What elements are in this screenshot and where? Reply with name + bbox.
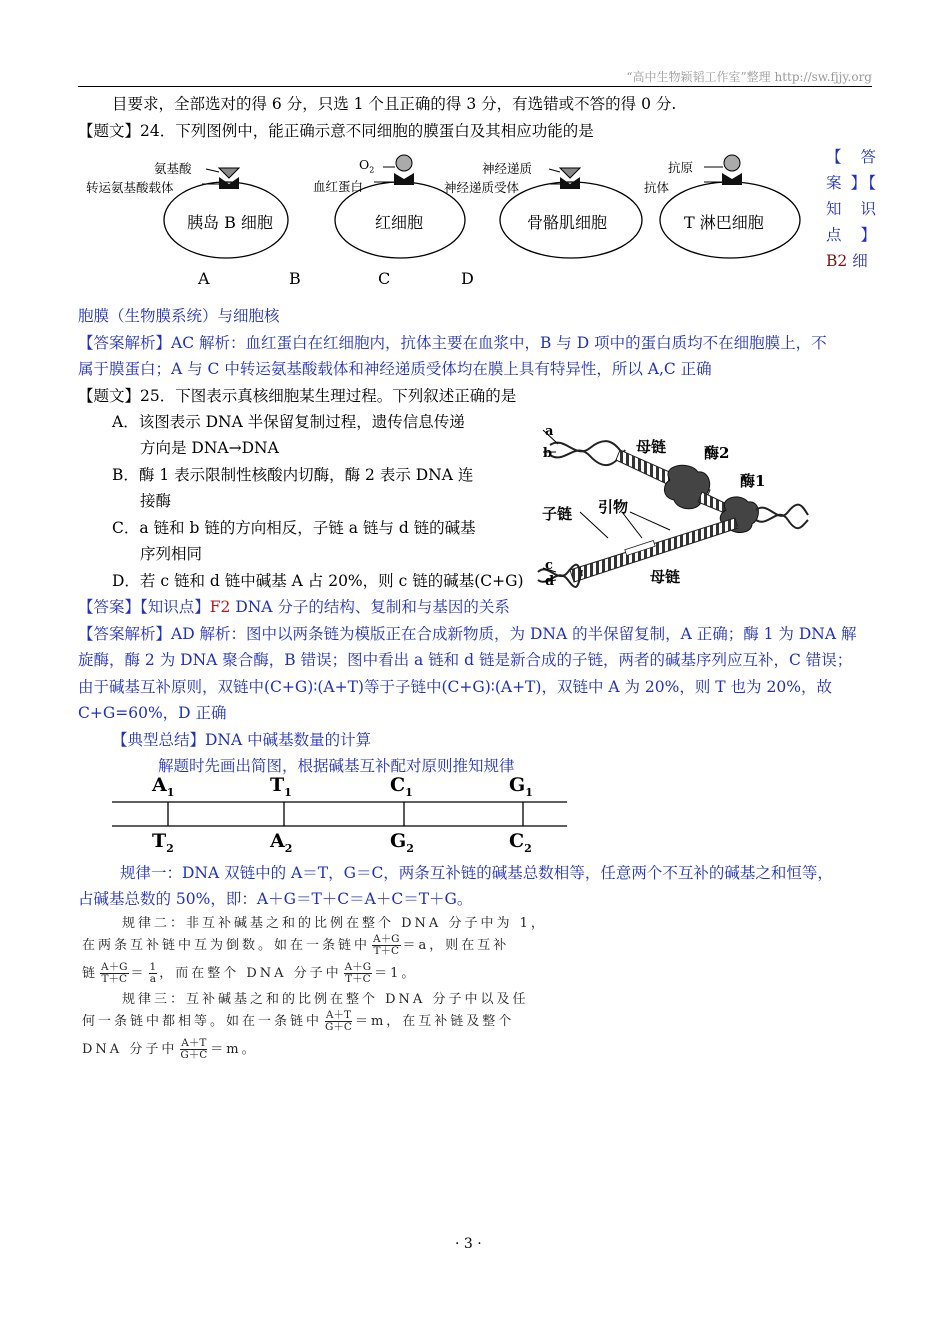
- q25-analysis-line-2: 旋酶，酶 2 为 DNA 聚合酶，B 错误；图中看出 a 链和 d 链是新合成的子链，两者的碱基序列应互补，C 错误；: [78, 651, 853, 669]
- rule-1-line-2: 占碱基总数的 50%，即：A＋G＝T＋C＝A＋C＝T＋G。: [78, 890, 473, 908]
- fig-label-mother-top: 母链: [636, 438, 667, 456]
- q24-option-d: D: [461, 269, 474, 288]
- q25-option-c-line-2: 序列相同: [140, 545, 203, 563]
- cell-3-top-label: 神经递质: [482, 161, 533, 176]
- rule-3-line-2: 何一条链中都相等。如在一条链中 $\frac{A+T}{G+C}$ ＝m，在互补链及整个: [82, 1009, 515, 1033]
- header-rule: [78, 86, 872, 87]
- summary-title: 【典型总结】DNA 中碱基数量的计算: [112, 731, 372, 749]
- q25-option-b-line-1: B．酶 1 表示限制性核酸内切酶，酶 2 表示 DNA 连: [112, 466, 474, 484]
- q25-option-b-line-2: 接酶: [140, 492, 172, 510]
- q25-answer-kp: 【答案】【知识点】F2 DNA 分子的结构、复制和与基因的关系: [78, 598, 510, 616]
- cell-2-name: 红细胞: [375, 213, 424, 232]
- q24-stem: 【题文】24．下列图例中，能正确示意不同细胞的膜蛋白及其相应功能的是: [78, 122, 594, 140]
- q25-analysis-line-3: 由于碱基互补原则，双链中(C+G)∶(A+T)等于子链中(C+G)∶(A+T)，双链中 A 为 20%，则 T 也为 20%，故: [78, 678, 832, 696]
- cell-1-top-label: 氨基酸: [154, 161, 192, 176]
- q24-option-c: C: [378, 269, 391, 288]
- q25-option-a-line-1: A．该图表示 DNA 半保留复制过程，遗传信息传递: [112, 413, 465, 431]
- q24-option-b: B: [289, 269, 301, 288]
- oxygen-icon: [396, 155, 412, 171]
- top-base-t1: $T_1$: [270, 774, 292, 799]
- q24-kp-continuation: 胞膜（生物膜系统）与细胞核: [78, 307, 280, 325]
- antibody-icon: [722, 173, 742, 185]
- rule-2-line-2: 在两条互补链中互为倒数。如在一条链中 $\frac{A+G}{T+C}$ ＝a，则在互补: [82, 933, 510, 957]
- q25-analysis-line-4: C+G=60%，D 正确: [78, 704, 227, 722]
- cell-2-bottom-label: 血红蛋白: [313, 179, 364, 194]
- q25-option-d-line-1: D．若 c 链和 d 链中碱基 A 占 20%，则 c 链的碱基(C+G): [112, 572, 524, 590]
- fig-label-enzyme-1: 酶1: [740, 472, 766, 490]
- q24-option-a: A: [198, 269, 210, 288]
- fig-label-d: d: [545, 574, 555, 589]
- cell-4-name: T 淋巴细胞: [684, 213, 764, 232]
- neurotransmitter-icon: [560, 168, 580, 178]
- rule-1-line-1: 规律一：DNA 双链中的 A＝T，G＝C，两条互补链的碱基总数相等，任意两个不互补的碱基之和恒等，: [120, 864, 833, 882]
- fig-label-b: b: [543, 446, 553, 461]
- cell-2-red-blood: [335, 155, 465, 258]
- base-pair-diagram: [112, 776, 572, 860]
- antigen-icon: [724, 155, 740, 171]
- q24-side-answer: 【 答案 】【 知识点】B2 细: [826, 148, 876, 270]
- amino-acid-icon: [219, 168, 239, 178]
- rule-3-line-1: 规律三：互补碱基之和的比例在整个 DNA 分子中以及任: [122, 992, 529, 1007]
- fig-label-enzyme-2: 酶2: [704, 444, 730, 462]
- rule-2-line-1: 规律二：非互补碱基之和的比例在整个 DNA 分子中为 1，: [122, 916, 547, 931]
- q24-analysis-line-2: 属于膜蛋白；A 与 C 中转运氨基酸载体和神经递质受体均在膜上具有特异性，所以 A,C 正确: [78, 360, 712, 378]
- cell-1-name: 胰岛 B 细胞: [187, 213, 273, 232]
- summary-intro: 解题时先画出简图，根据碱基互补配对原则推知规律: [158, 757, 515, 775]
- page-number: · 3 ·: [455, 1236, 482, 1252]
- q23-tail: 目要求，全部选对的得 6 分，只选 1 个且正确的得 3 分，有选错或不答的得 0 分.: [112, 95, 677, 113]
- cell-2-top-label: $O_2$: [359, 157, 375, 175]
- header-source: “高中生物颖韬工作室”整理 http://sw.fjjy.org: [626, 70, 872, 84]
- q25-stem: 【题文】25．下图表示真核细胞某生理过程。下列叙述正确的是: [78, 387, 517, 405]
- bottom-base-a2: $A_2$: [270, 830, 293, 855]
- top-base-a1: $A_1$: [152, 774, 175, 799]
- rule-2-line-3: 链 $\frac{A+G}{T+C}$ ＝ $\frac{1}{a}$ ，而在整个 DNA 分子中 $\frac{A+G}{T+C}$ ＝1。: [82, 961, 418, 985]
- top-base-c1: $C_1$: [390, 774, 413, 799]
- cell-3-name: 骨骼肌细胞: [527, 213, 608, 232]
- q25-analysis-line-1: 【答案解析】AD 解析：图中以两条链为模版正在合成新物质，为 DNA 的半保留复制，A 正确；酶 1 为 DNA 解: [78, 625, 857, 643]
- fig-label-a: a: [545, 424, 554, 439]
- bottom-base-g2: $G_2$: [390, 830, 414, 855]
- cell-1-bottom-label: 转运氨基酸载体: [86, 180, 174, 195]
- hemoglobin-icon: [394, 173, 414, 185]
- bottom-base-c2: $C_2$: [509, 830, 532, 855]
- bottom-base-t2: $T_2$: [152, 830, 174, 855]
- top-base-g1: $G_1$: [509, 774, 533, 799]
- fig-label-c: c: [545, 558, 553, 573]
- fig-label-mother-bottom: 母链: [650, 568, 681, 586]
- fig-label-primer: 引物: [598, 498, 629, 516]
- cell-4-bottom-label: 抗体: [644, 180, 670, 195]
- q25-option-c-line-1: C．a 链和 b 链的方向相反，子链 a 链与 d 链的碱基: [112, 519, 476, 537]
- fig-label-child: 子链: [542, 505, 573, 523]
- q24-analysis-line-1: 【答案解析】AC 解析：血红蛋白在红细胞内，抗体主要在血浆中，B 与 D 项中的蛋白质均不在细胞膜上，不: [78, 334, 827, 352]
- rule-3-line-3: DNA 分子中 $\frac{A+T}{G+C}$ ＝m。: [82, 1037, 258, 1061]
- cell-3-bottom-label: 神经递质受体: [444, 180, 520, 195]
- q25-option-a-line-2: 方向是 DNA→DNA: [140, 439, 279, 457]
- cell-4-top-label: 抗原: [668, 160, 694, 175]
